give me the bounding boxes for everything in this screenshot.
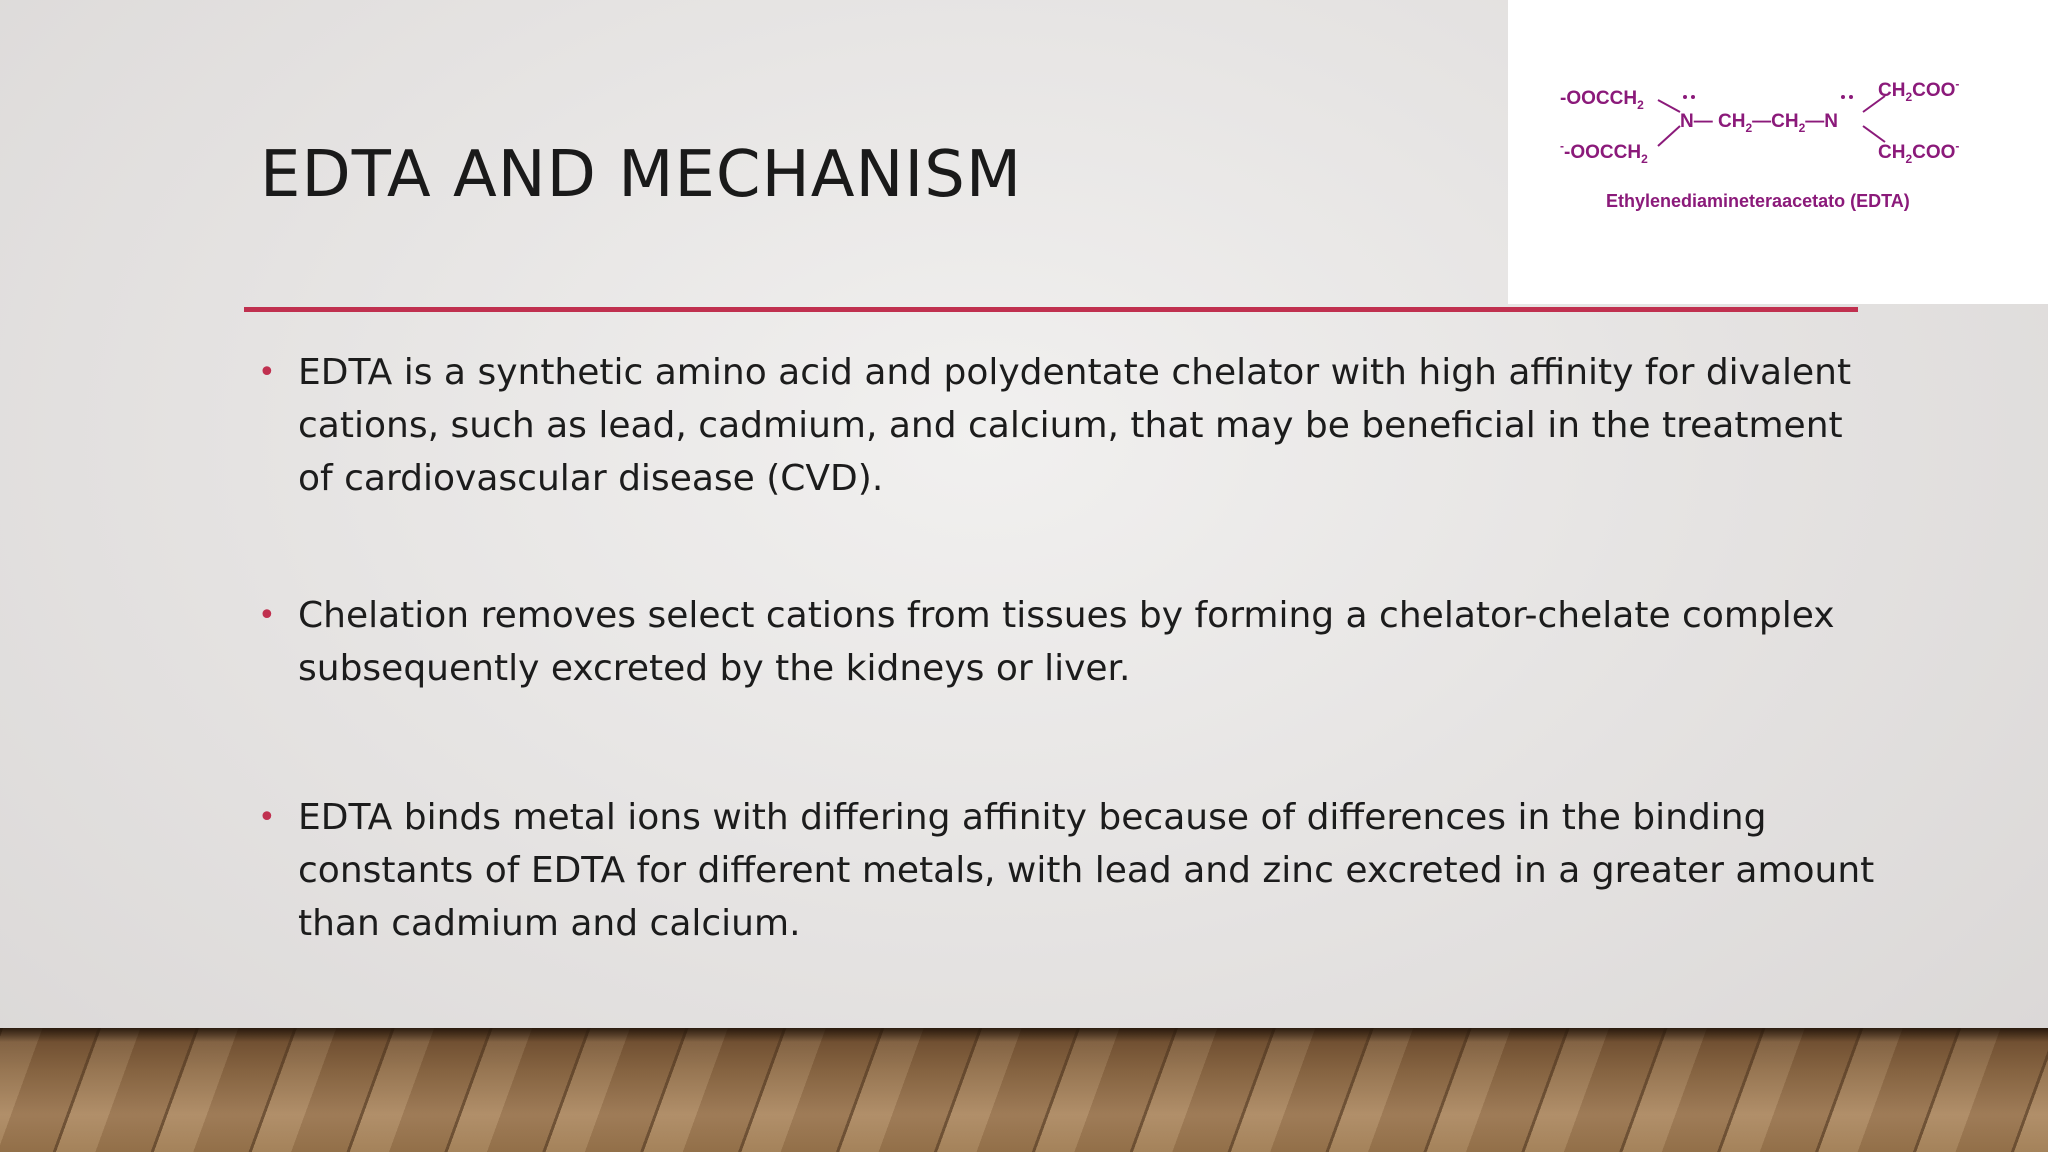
bullet-item <box>258 589 1878 695</box>
bullet-dot: • <box>258 598 276 633</box>
bullet-item <box>258 346 1878 505</box>
bullet-text: EDTA is a synthetic amino acid and polydentate chelator with high affinity for divalent cations, such as lead, cadmium, and calcium, that may be beneficial in the treatment of cardiovascular disease (CVD). <box>298 352 1852 499</box>
bullet-text: EDTA binds metal ions with differing affinity because of differences in the binding constants of EDTA for different metals, with lead and zinc excreted in a greater amount than cadmium and calcium. <box>298 797 1875 944</box>
edta-structure-diagram <box>1508 0 2048 304</box>
title-underline <box>244 307 1858 312</box>
floor-shadow <box>0 1028 2048 1042</box>
edta-structure-image <box>1508 0 2048 304</box>
group-top-left: $-OOCCH_2$ <box>1560 88 1644 112</box>
group-bottom-left: $^--OOCCH_2$ <box>1560 139 1648 166</box>
bullet-dot: • <box>258 800 276 835</box>
backbone: N— $CH_2—CH_2—N$ <box>1680 111 1839 135</box>
bullet-item <box>258 791 1878 950</box>
wood-floor-background <box>0 1028 2048 1152</box>
bullet-dot: • <box>258 355 276 390</box>
group-top-right: $CH_2COO^-$ <box>1878 77 1960 104</box>
bullet-text: Chelation removes select cations from tissues by forming a chelator-chelate complex subsequently excreted by the kidneys or liver. <box>298 595 1835 689</box>
group-bottom-right: $CH_2COO^-$ <box>1878 139 1960 166</box>
structure-caption: Ethylenediamineteraacetato (EDTA) <box>1606 191 1910 211</box>
slide-title: EDTA AND MECHANISM <box>260 138 1023 212</box>
bullet-list <box>258 346 1878 950</box>
